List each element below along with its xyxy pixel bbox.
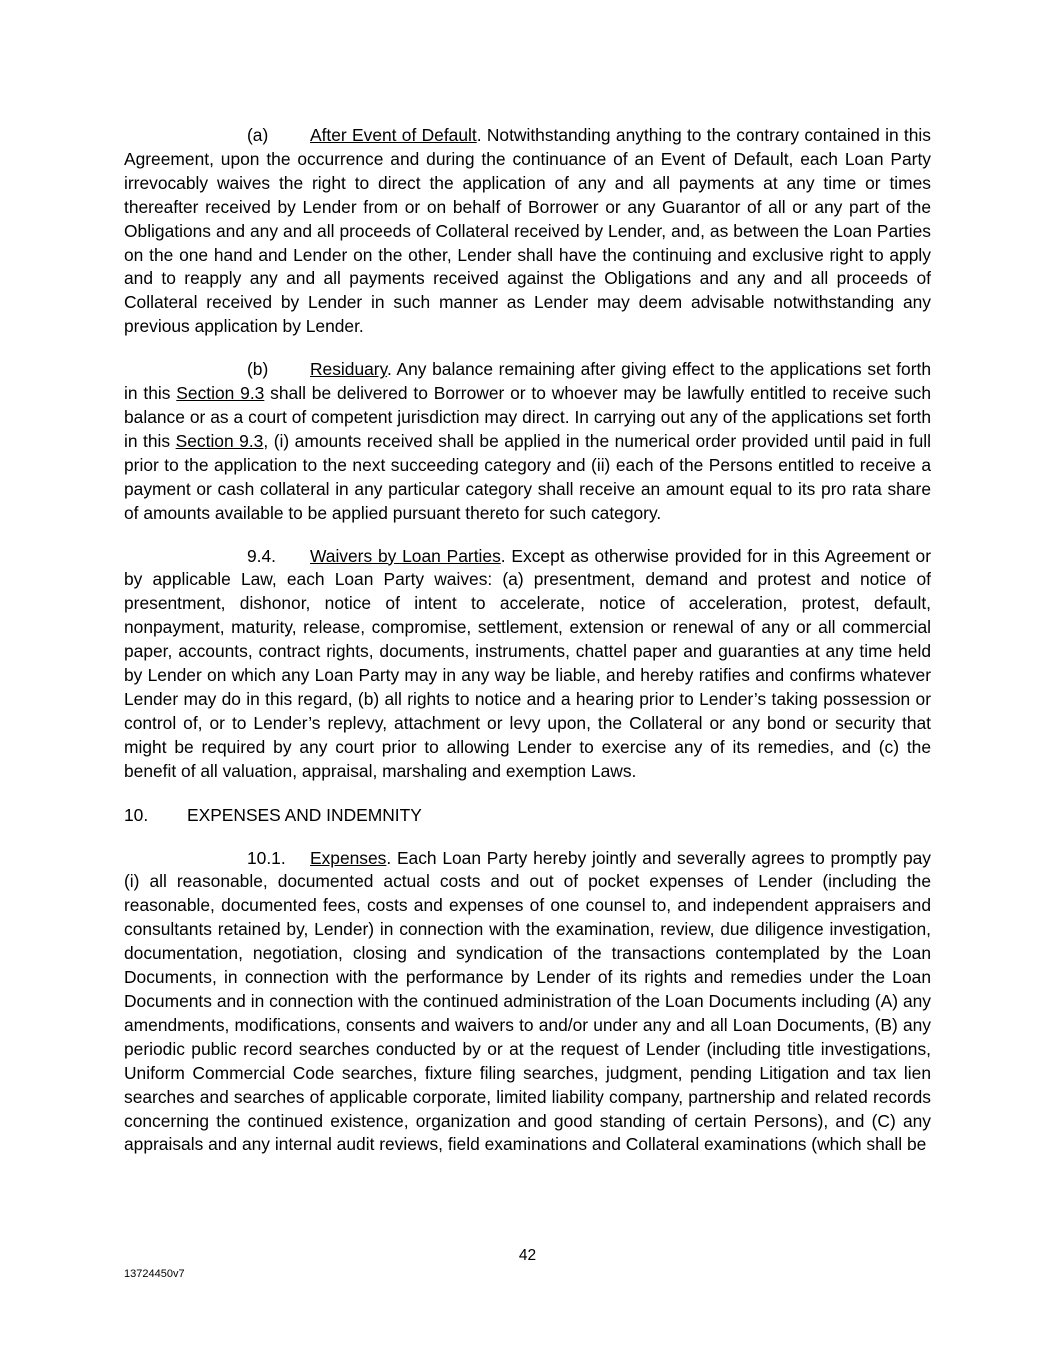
section-heading: [124, 803, 931, 827]
document-body: [124, 124, 931, 1176]
paragraph-10-1-expenses: [124, 847, 931, 1158]
paragraph-label: (b): [247, 359, 269, 380]
paragraph-label: (a): [247, 125, 269, 145]
document-id: 13724450v7: [124, 1268, 185, 1280]
section-reference: Section 9.3: [175, 430, 264, 451]
section-number: 10.: [124, 804, 149, 825]
paragraph-text: , (i) amounts received shall be applied in the numerical order provided until paid in full prior to the application to the next succeeding category and (ii) each of the Persons entitled to receive a payment or cash collateral in any particular category shall receive an amount equal to its pro rata share of amounts available to be applied pursuant thereto for such category.: [124, 430, 931, 523]
paragraph-text: . Each Loan Party hereby jointly and severally agrees to promptly pay (i) all reasonable, documented actual costs and out of pocket expenses of Lender (including the reasonable, documented fees, costs and expenses of one counsel to, and independent appraisers and consultants retained by, Lender) in connection with the examination, review, due diligence investigation, documentation, negotiation, closing and syndication of the transactions contemplated by the Loan Documents, in connection with the performance by Lender of its rights and remedies under the Loan Documents and in connection with the continued administration of the Loan Documents including (A) any amendments, modifications, consents and waivers to and/or under any and all Loan Documents, (B) any periodic public record searches conducted by or at the request of Lender (including title investigations, Uniform Commercial Code searches, fixture filing searches, judgment, pending Litigation and tax lien searches and searches of applicable corporate, limited liability company, partnership and related records concerning the continued existence, organization and good standing of certain Persons), and (C) any appraisals and any internal audit reviews, field examinations and Collateral examinations (which shall be: [124, 847, 931, 1155]
paragraph-b-residuary: [124, 358, 931, 525]
paragraph-text: . Notwithstanding anything to the contrary contained in this Agreement, upon the occurrence and during the continuance of an Event of Default, each Loan Party irrevocably waives the right to direct the application of any and all payments at any time or times thereafter received by Lender from or on behalf of Borrower or any Guarantor of all or any part of the Obligations and any and all proceeds of Collateral received by Lender, and, as between the Loan Parties on the one hand and Lender on the other, Lender shall have the continuing and exclusive right to apply and to reapply any and all payments received against the Obligations and any and all proceeds of Collateral received by Lender in such manner as Lender may deem advisable notwithstanding any previous application by Lender.: [124, 125, 931, 337]
paragraph-9-4-waivers: [124, 545, 931, 784]
paragraph-text: . Except as otherwise provided for in this Agreement or by applicable Law, each Loan Party waives: (a) presentment, demand and protest and notice of presentment, dishonor, notice of intent to accelerate, notice of acceleration, protest, default, nonpayment, maturity, release, compromise, settlement, extension or renewal of any or all commercial paper, accounts, contract rights, documents, instruments, chattel paper and guaranties at any time held by Lender on which any Loan Party may in any way be liable, and hereby ratifies and confirms whatever Lender may do in this regard, (b) all rights to notice and a hearing prior to Lender’s taking possession or control of, or to Lender’s replevy, attachment or levy upon, the Collateral or any bond or security that might be required by any court prior to allowing Lender to exercise any of its remedies, and (c) the benefit of all valuation, appraisal, marshaling and exemption Laws.: [124, 545, 931, 781]
paragraph-text: . Any balance remaining after giving effect to the applications set forth in this: [124, 359, 931, 404]
section-reference: Section 9.3: [176, 383, 265, 404]
paragraph-heading: Waivers by Loan Parties: [310, 545, 501, 566]
page-number: 42: [518, 1247, 537, 1264]
paragraph-label: 9.4.: [247, 545, 277, 566]
section-title: EXPENSES AND INDEMNITY: [187, 804, 422, 825]
paragraph-heading: Expenses: [310, 847, 387, 868]
paragraph-label: 10.1.: [247, 847, 286, 868]
paragraph-heading: After Event of Default: [310, 125, 477, 145]
paragraph-heading: Residuary: [310, 359, 388, 380]
paragraph-text: shall be delivered to Borrower or to whoever may be lawfully entitled to receive such balance or as a court of competent jurisdiction may direct. In carrying out any of the applications set forth in this: [124, 383, 932, 451]
paragraph-a-after-event-of-default: [124, 124, 931, 339]
